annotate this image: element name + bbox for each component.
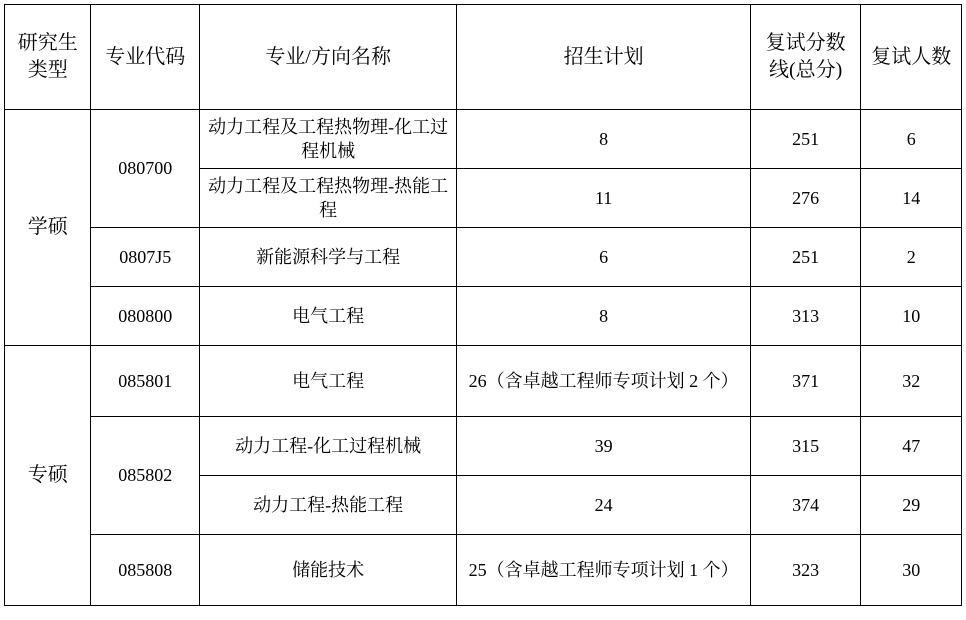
document-page bbox=[0, 4, 966, 620]
cell-major-name: 电气工程 bbox=[200, 287, 457, 346]
cell-category: 学硕 bbox=[5, 110, 91, 346]
cell-enrollment-plan: 39 bbox=[457, 417, 751, 476]
table-row bbox=[5, 346, 962, 417]
header-cell-interview-count: 复试人数 bbox=[861, 5, 962, 110]
cell-enrollment-plan: 6 bbox=[457, 228, 751, 287]
cell-major-code: 0807J5 bbox=[91, 228, 200, 287]
cell-major-code: 085808 bbox=[91, 535, 200, 606]
cell-major-name: 动力工程-热能工程 bbox=[200, 476, 457, 535]
cell-major-code: 085802 bbox=[91, 417, 200, 535]
cell-major-name: 动力工程及工程热物理-热能工程 bbox=[200, 169, 457, 228]
header-cell-score-line: 复试分数线(总分) bbox=[750, 5, 861, 110]
header-row bbox=[5, 5, 962, 110]
cell-major-name: 电气工程 bbox=[200, 346, 457, 417]
header-cell-major-name: 专业/方向名称 bbox=[200, 5, 457, 110]
cell-score-line: 276 bbox=[750, 169, 861, 228]
cell-interview-count: 14 bbox=[861, 169, 962, 228]
table-row bbox=[5, 287, 962, 346]
cell-score-line: 371 bbox=[750, 346, 861, 417]
cell-interview-count: 2 bbox=[861, 228, 962, 287]
cell-enrollment-plan: 25（含卓越工程师专项计划 1 个） bbox=[457, 535, 751, 606]
cell-enrollment-plan: 8 bbox=[457, 110, 751, 169]
table-row bbox=[5, 110, 962, 169]
cell-enrollment-plan: 26（含卓越工程师专项计划 2 个） bbox=[457, 346, 751, 417]
cell-major-name: 新能源科学与工程 bbox=[200, 228, 457, 287]
cell-score-line: 251 bbox=[750, 110, 861, 169]
cell-enrollment-plan: 11 bbox=[457, 169, 751, 228]
cell-score-line: 315 bbox=[750, 417, 861, 476]
cell-major-name: 动力工程-化工过程机械 bbox=[200, 417, 457, 476]
cell-major-name: 动力工程及工程热物理-化工过程机械 bbox=[200, 110, 457, 169]
cell-interview-count: 30 bbox=[861, 535, 962, 606]
table-row bbox=[5, 228, 962, 287]
header-cell-category: 研究生类型 bbox=[5, 5, 91, 110]
cell-major-name: 储能技术 bbox=[200, 535, 457, 606]
cell-enrollment-plan: 8 bbox=[457, 287, 751, 346]
cell-score-line: 251 bbox=[750, 228, 861, 287]
cell-score-line: 374 bbox=[750, 476, 861, 535]
table-header bbox=[5, 5, 962, 110]
table-row bbox=[5, 417, 962, 476]
cell-interview-count: 29 bbox=[861, 476, 962, 535]
cell-category: 专硕 bbox=[5, 346, 91, 606]
header-cell-major-code: 专业代码 bbox=[91, 5, 200, 110]
cell-score-line: 323 bbox=[750, 535, 861, 606]
cell-major-code: 080700 bbox=[91, 110, 200, 228]
cell-interview-count: 6 bbox=[861, 110, 962, 169]
cell-enrollment-plan: 24 bbox=[457, 476, 751, 535]
admissions-table bbox=[4, 4, 962, 606]
cell-major-code: 085801 bbox=[91, 346, 200, 417]
cell-score-line: 313 bbox=[750, 287, 861, 346]
cell-interview-count: 32 bbox=[861, 346, 962, 417]
table-body bbox=[5, 110, 962, 606]
cell-major-code: 080800 bbox=[91, 287, 200, 346]
table-row bbox=[5, 535, 962, 606]
cell-interview-count: 10 bbox=[861, 287, 962, 346]
header-cell-enrollment-plan: 招生计划 bbox=[457, 5, 751, 110]
cell-interview-count: 47 bbox=[861, 417, 962, 476]
